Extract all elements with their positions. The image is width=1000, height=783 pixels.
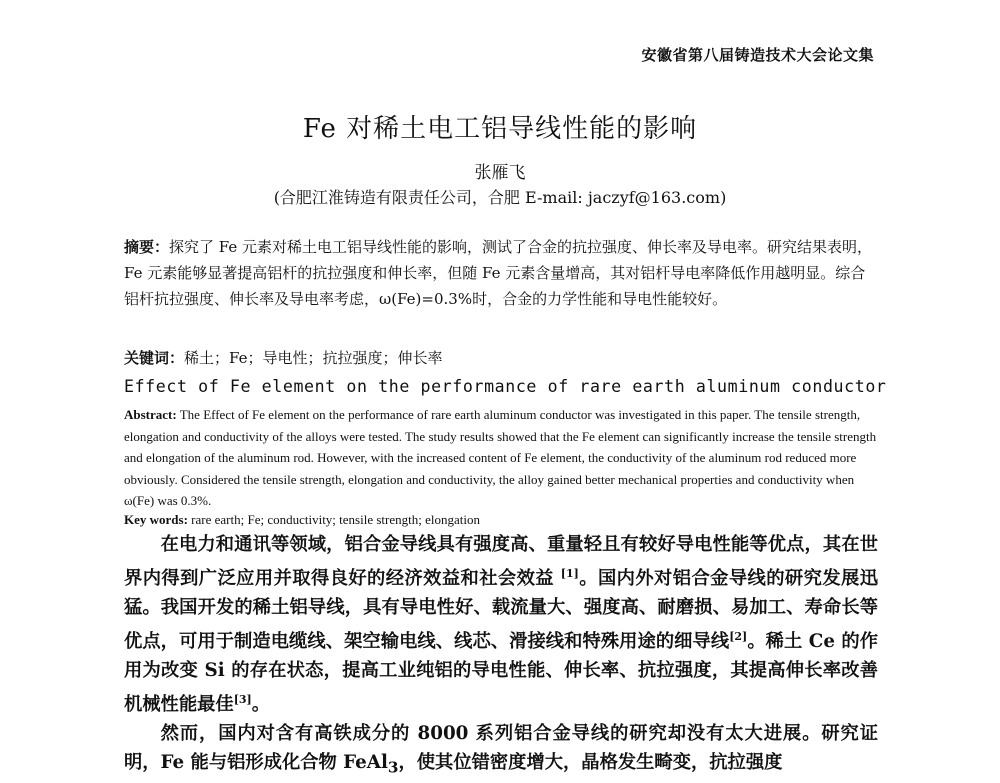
- body-p1-part-a: 在电力和通讯等领域，铝合金导线具有强度高、重量轻且有较好导电性能等优点，其在世界内得到广泛应用并取得良好的经济效益和社会效益: [124, 534, 878, 590]
- proceedings-header: 安徽省第八届铸造技术大会论文集: [641, 46, 874, 64]
- body-p1-part-b: 。国内外对铝合金导线的研究发展迅猛。我国开发的稀土铝导线，具有导电性好、载流量大、强度高、耐磨损、易加工、寿命长等优点，可用于制造电缆线、架空输电线、线芯、滑接线和特殊用途的细导线: [124, 568, 878, 653]
- body-p1-part-c: 。稀土 Ce 的作用为改变 Si 的存在状态，提高工业纯铝的导电性能、伸长率、抗拉强度，其提高伸长率改善机械性能最佳: [124, 631, 879, 716]
- paper-title: Fe 对稀土电工铝导线性能的影响: [302, 114, 698, 144]
- english-keywords-label: Key words:: [124, 512, 188, 527]
- chinese-abstract-label: 摘要：: [124, 238, 170, 256]
- body-text: [124, 530, 878, 783]
- body-p1-part-d: 。: [251, 694, 271, 716]
- body-p2-part-a: 然而，国内对含有高铁成分的 8000 系列铝合金导线的研究却没有太大进展。研究证明，Fe 能与铝形成化合物 FeAl: [124, 723, 878, 774]
- english-abstract-text: The Effect of Fe element on the performance of rare earth aluminum conductor was investigated in this paper. The tensile strength, elongation and conductivity of the alloys were tested. The study results showed that the Fe element can significantly increase the tensile strength and elongation of the aluminum rod. However, with the increased content of Fe element, the conductivity of the aluminum rod reduced more obviously. Considered the tensile strength, elongation and conductivity, the alloy gained better mechanical properties and conductivity when ω(Fe) was 0.3%.: [124, 407, 877, 509]
- body-p2-part-b: ，使其位错密度增大，晶格发生畸变，抗拉强度: [398, 752, 783, 774]
- english-abstract-label: Abstract:: [124, 407, 177, 422]
- author-name: 张雁飞: [474, 163, 526, 183]
- english-keywords-text: rare earth; Fe; conductivity; tensile strength; elongation: [187, 512, 480, 527]
- chinese-abstract-text: 探究了 Fe 元素对稀土电工铝导线性能的影响，测试了合金的抗拉强度、伸长率及导电率。研究结果表明，Fe 元素能够显著提高铝杆的抗拉强度和伸长率，但随 Fe 元素含量增高，其对铝杆导电率降低作用越明显。综合铝杆抗拉强度、伸长率及导电率考虑，ω(Fe)=0.3%时，合金的力学性能和导电性能较好。: [124, 238, 873, 308]
- english-keywords: [124, 512, 878, 528]
- body-paragraph-2: [124, 719, 878, 783]
- body-paragraph-1: [124, 530, 878, 719]
- chinese-abstract: [124, 234, 876, 312]
- citation-3: [3]: [233, 693, 252, 707]
- chinese-keywords-label: 关键词：: [124, 349, 185, 367]
- english-title: Effect of Fe element on the performance of rare earth aluminum conductor: [124, 377, 887, 396]
- chinese-keywords: [124, 347, 876, 369]
- english-abstract: [124, 404, 878, 512]
- citation-1: [1]: [560, 567, 579, 580]
- chinese-keywords-text: 稀土；Fe；导电性；抗拉强度；伸长率: [184, 349, 443, 367]
- formula-subscript: 3: [387, 758, 399, 777]
- author-affiliation: (合肥江淮铸造有限责任公司，合肥 E-mail: jaczyf@163.com): [273, 188, 727, 207]
- citation-2: [2]: [729, 630, 748, 644]
